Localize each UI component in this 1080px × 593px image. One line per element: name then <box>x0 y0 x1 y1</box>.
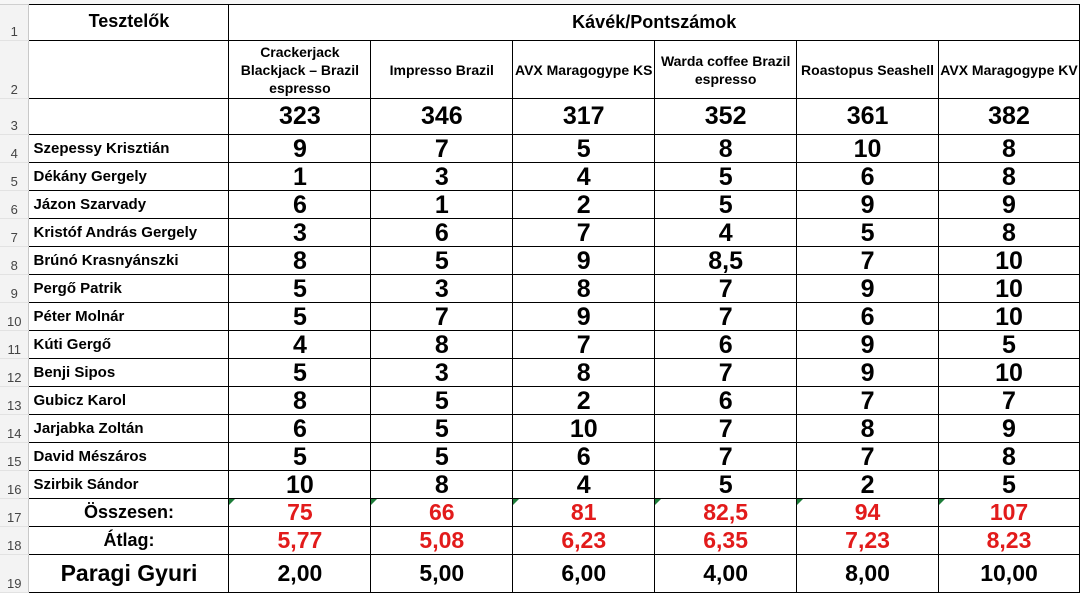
score-cell[interactable]: 7 <box>655 443 797 471</box>
score-cell[interactable]: 9 <box>939 415 1080 443</box>
average-value[interactable]: 8,23 <box>939 527 1080 555</box>
tester-row <box>0 219 1080 247</box>
score-cell[interactable]: 2 <box>797 471 939 499</box>
coffee-name[interactable]: Impresso Brazil <box>371 41 513 99</box>
row-number[interactable]: 5 <box>0 163 29 191</box>
score-cell[interactable]: 10 <box>229 471 371 499</box>
score-cell[interactable]: 7 <box>939 387 1080 415</box>
score-cell[interactable]: 10 <box>939 303 1080 331</box>
score-cell[interactable]: 9 <box>797 275 939 303</box>
average-value[interactable]: 6,23 <box>513 527 655 555</box>
tester-row <box>0 135 1080 163</box>
row-number[interactable]: 6 <box>0 191 29 219</box>
score-cell[interactable]: 8 <box>513 275 655 303</box>
score-cell[interactable]: 9 <box>797 191 939 219</box>
average-value[interactable]: 6,35 <box>655 527 797 555</box>
score-cell[interactable]: 5 <box>939 331 1080 359</box>
score-cell[interactable]: 7 <box>655 359 797 387</box>
score-cell[interactable]: 9 <box>797 359 939 387</box>
scores-table <box>0 4 1080 593</box>
row-number[interactable]: 8 <box>0 247 29 275</box>
testers-label[interactable]: Tesztelők <box>29 5 229 41</box>
score-cell[interactable]: 8 <box>513 359 655 387</box>
row-number[interactable]: 16 <box>0 471 29 499</box>
score-cell[interactable]: 7 <box>655 275 797 303</box>
empty-cell[interactable] <box>29 41 229 99</box>
score-cell[interactable]: 5 <box>655 471 797 499</box>
score-cell[interactable]: 4 <box>229 331 371 359</box>
coffee-name[interactable]: Warda coffee Brazil espresso <box>655 41 797 99</box>
row-totals <box>0 99 1080 135</box>
score-cell[interactable]: 6 <box>229 191 371 219</box>
score-cell[interactable]: 8 <box>939 219 1080 247</box>
score-cell[interactable]: 8 <box>939 443 1080 471</box>
score-cell[interactable]: 3 <box>371 359 513 387</box>
row-number[interactable]: 10 <box>0 303 29 331</box>
score-cell[interactable]: 5 <box>371 387 513 415</box>
score-cell[interactable]: 10 <box>939 275 1080 303</box>
paragi-score[interactable]: 4,00 <box>655 555 797 593</box>
score-cell[interactable]: 5 <box>655 191 797 219</box>
score-cell[interactable]: 6 <box>655 331 797 359</box>
score-cell[interactable]: 7 <box>513 331 655 359</box>
row-header <box>0 5 1080 41</box>
row-average <box>0 527 1080 555</box>
sum-label[interactable]: Összesen: <box>29 499 229 527</box>
row-number[interactable]: 14 <box>0 415 29 443</box>
row-number[interactable]: 11 <box>0 331 29 359</box>
score-cell[interactable]: 8 <box>797 415 939 443</box>
row-number[interactable]: 7 <box>0 219 29 247</box>
coffee-total[interactable]: 352 <box>655 99 797 135</box>
score-cell[interactable]: 5 <box>797 219 939 247</box>
score-cell[interactable]: 8,5 <box>655 247 797 275</box>
score-cell[interactable]: 7 <box>797 443 939 471</box>
coffee-total[interactable]: 382 <box>939 99 1080 135</box>
coffee-name[interactable]: Crackerjack Blackjack – Brazil espresso <box>229 41 371 99</box>
tester-name[interactable]: Pergő Patrik <box>29 275 229 303</box>
score-cell[interactable]: 6 <box>371 219 513 247</box>
score-cell[interactable]: 4 <box>513 163 655 191</box>
score-cell[interactable]: 7 <box>797 247 939 275</box>
row-paragi <box>0 555 1080 593</box>
tester-name[interactable]: Kristóf András Gergely <box>29 219 229 247</box>
score-cell[interactable]: 5 <box>655 163 797 191</box>
score-cell[interactable]: 7 <box>513 219 655 247</box>
tester-row <box>0 415 1080 443</box>
row-number[interactable]: 13 <box>0 387 29 415</box>
tester-row <box>0 359 1080 387</box>
tester-name[interactable]: Dékány Gergely <box>29 163 229 191</box>
tester-name[interactable]: Jázon Szarvady <box>29 191 229 219</box>
score-cell[interactable]: 5 <box>513 135 655 163</box>
score-cell[interactable]: 10 <box>513 415 655 443</box>
row-number[interactable]: 2 <box>0 41 29 99</box>
tester-name[interactable]: Szirbik Sándor <box>29 471 229 499</box>
coffee-total[interactable]: 346 <box>371 99 513 135</box>
tester-name[interactable]: Péter Molnár <box>29 303 229 331</box>
paragi-score[interactable]: 2,00 <box>229 555 371 593</box>
score-cell[interactable]: 9 <box>797 331 939 359</box>
score-cell[interactable]: 3 <box>371 163 513 191</box>
score-cell[interactable]: 9 <box>513 247 655 275</box>
tester-name[interactable]: Jarjabka Zoltán <box>29 415 229 443</box>
sum-value[interactable]: 94 <box>797 499 939 527</box>
average-label[interactable]: Átlag: <box>29 527 229 555</box>
tester-name[interactable]: David Mészáros <box>29 443 229 471</box>
tester-name[interactable]: Benji Sipos <box>29 359 229 387</box>
tester-row <box>0 163 1080 191</box>
row-coffee-names <box>0 41 1080 99</box>
paragi-score[interactable]: 10,00 <box>939 555 1080 593</box>
row-number[interactable]: 9 <box>0 275 29 303</box>
score-cell[interactable]: 7 <box>371 135 513 163</box>
score-cell[interactable]: 6 <box>655 387 797 415</box>
score-cell[interactable]: 8 <box>371 471 513 499</box>
score-cell[interactable]: 7 <box>655 415 797 443</box>
row-number[interactable]: 12 <box>0 359 29 387</box>
score-cell[interactable]: 8 <box>229 387 371 415</box>
average-value[interactable]: 5,77 <box>229 527 371 555</box>
score-cell[interactable]: 7 <box>655 303 797 331</box>
score-cell[interactable]: 6 <box>797 303 939 331</box>
score-cell[interactable]: 5 <box>229 443 371 471</box>
sum-value[interactable]: 66 <box>371 499 513 527</box>
tester-row <box>0 471 1080 499</box>
row-number[interactable]: 1 <box>0 5 29 41</box>
score-cell[interactable]: 9 <box>513 303 655 331</box>
score-cell[interactable]: 5 <box>371 443 513 471</box>
tester-name[interactable]: Gubicz Karol <box>29 387 229 415</box>
coffee-name[interactable]: Roastopus Seashell <box>797 41 939 99</box>
score-cell[interactable]: 7 <box>797 387 939 415</box>
sum-value[interactable]: 75 <box>229 499 371 527</box>
score-cell[interactable]: 8 <box>371 331 513 359</box>
score-cell[interactable]: 8 <box>229 247 371 275</box>
score-cell[interactable]: 5 <box>371 415 513 443</box>
paragi-label[interactable]: Paragi Gyuri <box>29 555 229 593</box>
row-sum <box>0 499 1080 527</box>
tester-row <box>0 275 1080 303</box>
tester-name[interactable]: Szepessy Krisztián <box>29 135 229 163</box>
score-cell[interactable]: 6 <box>513 443 655 471</box>
sum-value[interactable]: 107 <box>939 499 1080 527</box>
score-cell[interactable]: 1 <box>229 163 371 191</box>
empty-cell[interactable] <box>29 99 229 135</box>
tester-row <box>0 191 1080 219</box>
coffees-label[interactable]: Kávék/Pontszámok <box>229 5 1080 41</box>
paragi-score[interactable]: 5,00 <box>371 555 513 593</box>
score-cell[interactable]: 3 <box>371 275 513 303</box>
row-number[interactable]: 19 <box>0 555 29 593</box>
coffee-total[interactable]: 317 <box>513 99 655 135</box>
score-cell[interactable]: 8 <box>655 135 797 163</box>
score-cell[interactable]: 4 <box>655 219 797 247</box>
coffee-total[interactable]: 361 <box>797 99 939 135</box>
score-cell[interactable]: 10 <box>939 359 1080 387</box>
sum-value[interactable]: 81 <box>513 499 655 527</box>
score-cell[interactable]: 5 <box>229 275 371 303</box>
score-cell[interactable]: 2 <box>513 387 655 415</box>
row-number[interactable]: 17 <box>0 499 29 527</box>
score-cell[interactable]: 10 <box>939 247 1080 275</box>
coffee-name[interactable]: AVX Maragogype KS <box>513 41 655 99</box>
paragi-score[interactable]: 8,00 <box>797 555 939 593</box>
score-cell[interactable]: 5 <box>371 247 513 275</box>
score-cell[interactable]: 10 <box>797 135 939 163</box>
coffee-name[interactable]: AVX Maragogype KV <box>939 41 1080 99</box>
row-number[interactable]: 4 <box>0 135 29 163</box>
score-cell[interactable]: 6 <box>797 163 939 191</box>
tester-name[interactable]: Kúti Gergő <box>29 331 229 359</box>
score-cell[interactable]: 7 <box>371 303 513 331</box>
coffee-total[interactable]: 323 <box>229 99 371 135</box>
score-cell[interactable]: 5 <box>229 303 371 331</box>
sum-value[interactable]: 82,5 <box>655 499 797 527</box>
score-cell[interactable]: 8 <box>939 135 1080 163</box>
paragi-score[interactable]: 6,00 <box>513 555 655 593</box>
row-number[interactable]: 18 <box>0 527 29 555</box>
score-cell[interactable]: 4 <box>513 471 655 499</box>
score-cell[interactable]: 9 <box>229 135 371 163</box>
tester-row <box>0 387 1080 415</box>
average-value[interactable]: 7,23 <box>797 527 939 555</box>
average-value[interactable]: 5,08 <box>371 527 513 555</box>
tester-name[interactable]: Brúnó Krasnyánszki <box>29 247 229 275</box>
tester-row <box>0 303 1080 331</box>
tester-row <box>0 443 1080 471</box>
score-cell[interactable]: 8 <box>939 163 1080 191</box>
score-cell[interactable]: 9 <box>939 191 1080 219</box>
tester-row <box>0 331 1080 359</box>
score-cell[interactable]: 3 <box>229 219 371 247</box>
score-cell[interactable]: 6 <box>229 415 371 443</box>
tester-row <box>0 247 1080 275</box>
score-cell[interactable]: 5 <box>229 359 371 387</box>
row-number[interactable]: 15 <box>0 443 29 471</box>
score-cell[interactable]: 1 <box>371 191 513 219</box>
row-number[interactable]: 3 <box>0 99 29 135</box>
score-cell[interactable]: 5 <box>939 471 1080 499</box>
score-cell[interactable]: 2 <box>513 191 655 219</box>
